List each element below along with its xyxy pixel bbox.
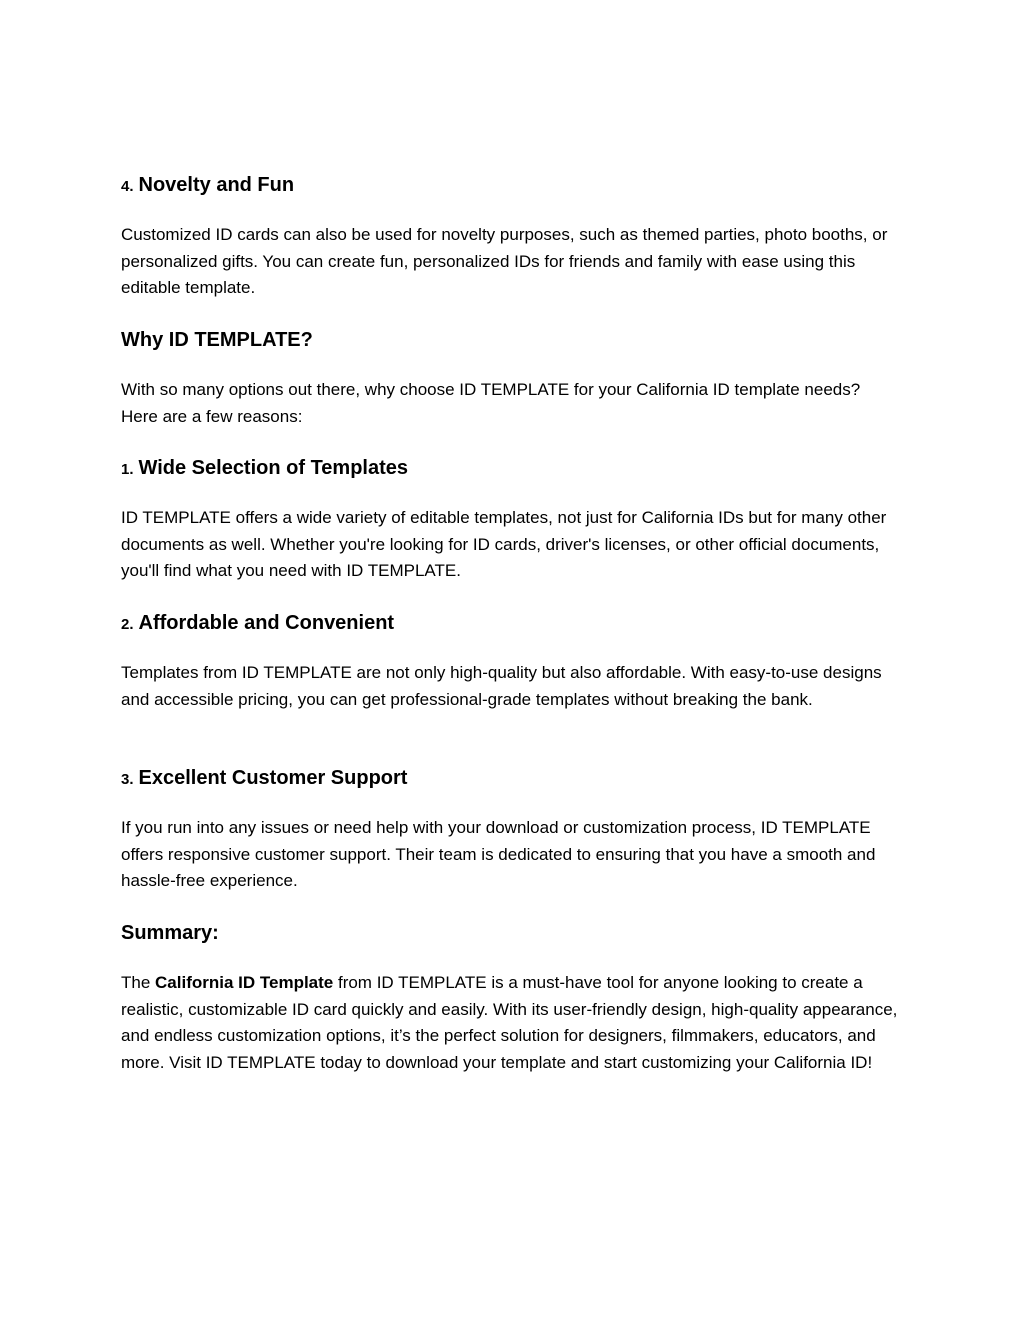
summary-bold-product-name: California ID Template xyxy=(155,973,334,992)
section-heading-why-id-template: Why ID TEMPLATE? xyxy=(121,329,313,351)
section-heading-wide-selection xyxy=(121,454,408,484)
summary-prefix: The xyxy=(121,973,156,992)
summary-text: from ID TEMPLATE is a must-have tool for anyone looking to create a realistic, customizable ID card quickly and easily. With its user-friendly design, high-quality appearance, and endless customization options, it’s the perfect solution for designers, filmmakers, educators, and more. Visit ID TEMPLATE today to download your template and start customizing your California ID! xyxy=(121,973,898,1072)
section-body-summary xyxy=(121,970,901,1076)
section-body-customer-support: If you run into any issues or need help with your download or customization process, ID TEMPLATE offers responsive customer support. Their team is dedicated to ensuring that you have a smooth and hassle-free experience. xyxy=(121,818,876,890)
section-heading-affordable xyxy=(121,609,394,639)
section-heading-summary: Summary: xyxy=(121,922,219,944)
section-title: Wide Selection of Templates xyxy=(138,457,409,479)
section-heading-novelty xyxy=(121,171,294,201)
section-number: 4. xyxy=(121,178,134,195)
section-number: 1. xyxy=(121,461,134,478)
section-title: Novelty and Fun xyxy=(138,174,295,196)
section-title: Excellent Customer Support xyxy=(138,767,408,789)
section-number: 3. xyxy=(121,771,134,788)
section-heading-customer-support xyxy=(121,764,407,794)
section-body-affordable: Templates from ID TEMPLATE are not only high-quality but also affordable. With easy-to-use designs and accessible pricing, you can get professional-grade templates without breaking the bank. xyxy=(121,663,882,709)
section-body-why-id-template: With so many options out there, why choose ID TEMPLATE for your California ID template needs? Here are a few reasons: xyxy=(121,380,861,426)
section-title: Affordable and Convenient xyxy=(138,612,395,634)
section-number: 2. xyxy=(121,616,134,633)
section-body-novelty: Customized ID cards can also be used for novelty purposes, such as themed parties, photo booths, or personalized gifts. You can create fun, personalized IDs for friends and family with ease using this editable template. xyxy=(121,225,888,297)
section-body-wide-selection: ID TEMPLATE offers a wide variety of editable templates, not just for California IDs but for many other documents as well. Whether you're looking for ID cards, driver's licenses, or other official documents, you'll find what you need with ID TEMPLATE. xyxy=(121,508,887,580)
